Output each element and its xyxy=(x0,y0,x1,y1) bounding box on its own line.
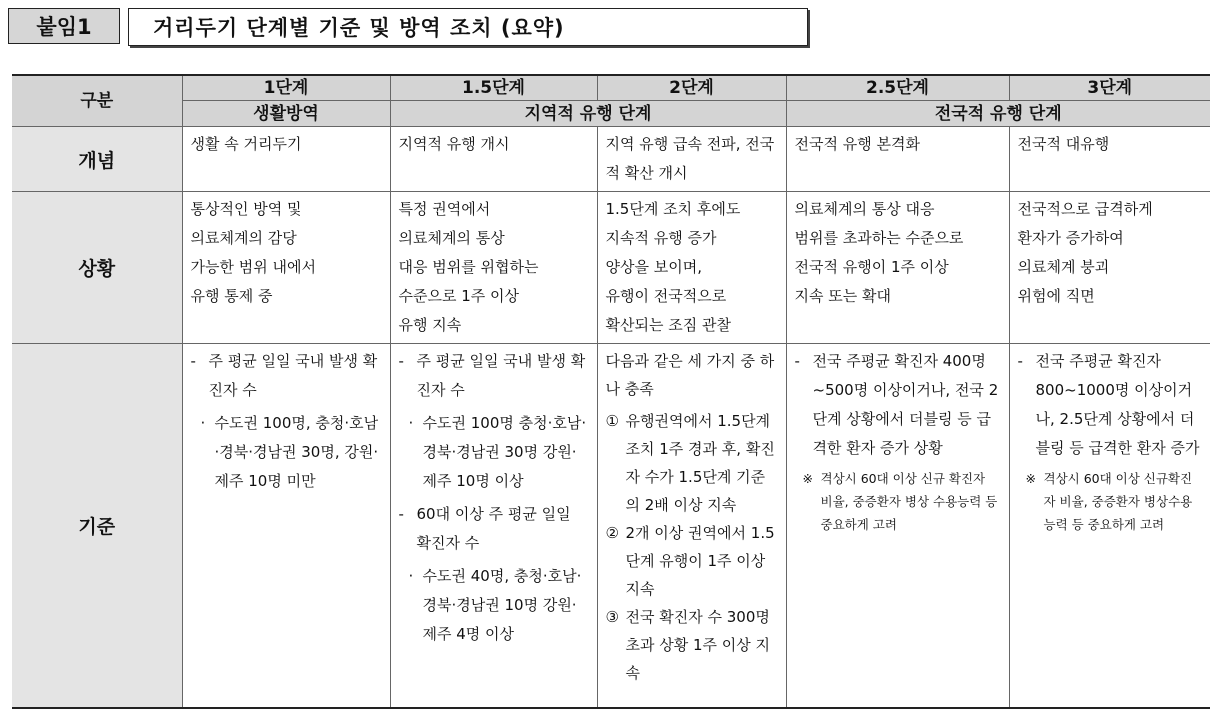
situation-line: 가능한 범위 내에서 xyxy=(190,258,316,276)
concept-level-3: 전국적 대유행 xyxy=(1009,127,1210,192)
concept-level-1-5: 지역적 유행 개시 xyxy=(390,127,597,192)
criteria-subtext: 수도권 40명, 충청·호남·경북·경남권 10명 강원·제주 4명 이상 xyxy=(422,567,582,643)
situation-line: 유행 지속 xyxy=(398,316,462,334)
criteria-note xyxy=(795,467,1001,536)
situation-line: 지속적 유행 증가 xyxy=(605,229,717,247)
dash-marker: - xyxy=(1017,352,1023,370)
criteria-condition xyxy=(606,407,778,519)
level-2-5-header: 2.5단계 xyxy=(786,75,1009,101)
dash-marker: - xyxy=(794,352,800,370)
reference-mark-icon: ※ xyxy=(802,471,813,486)
attachment-badge: 붙임1 xyxy=(8,8,120,44)
situation-line: 확산되는 조짐 관찰 xyxy=(605,316,731,334)
criteria-item xyxy=(1018,347,1203,463)
situation-line: 유행이 전국적으로 xyxy=(605,287,727,305)
situation-line: 의료체계 붕괴 xyxy=(1017,258,1110,276)
dash-marker: - xyxy=(398,505,404,523)
criteria-text: 주 평균 일일 국내 발생 확진자 수 xyxy=(208,352,378,399)
dot-marker: · xyxy=(200,414,206,432)
concept-level-2-5: 전국적 유행 본격화 xyxy=(786,127,1009,192)
level-1-header: 1단계 xyxy=(182,75,390,101)
criteria-subtext: 수도권 100명 충청·호남·경북·경남권 30명 강원·제주 10명 이상 xyxy=(422,414,587,490)
group-daily-life: 생활방역 xyxy=(182,101,390,127)
criteria-subitem xyxy=(399,409,589,496)
row-label-concept: 개념 xyxy=(12,127,182,192)
criteria-condition-text: 유행권역에서 1.5단계 조치 1주 경과 후, 확진자 수가 1.5단계 기준의 2배 이상 지속 xyxy=(625,412,775,514)
criteria-item xyxy=(191,347,382,405)
circled-one-marker: ① xyxy=(605,412,619,430)
situation-line: 특정 권역에서 xyxy=(398,200,491,218)
situation-level-2-5 xyxy=(786,192,1009,344)
criteria-level-3 xyxy=(1009,344,1210,708)
situation-level-2 xyxy=(597,192,786,344)
group-regional: 지역적 유행 단계 xyxy=(390,101,786,127)
criteria-item xyxy=(399,500,589,558)
header-category: 구분 xyxy=(12,75,182,127)
row-label-criteria: 기준 xyxy=(12,344,182,708)
situation-line: 통상적인 방역 및 xyxy=(190,200,302,218)
level-3-header: 3단계 xyxy=(1009,75,1210,101)
dash-marker: - xyxy=(190,352,196,370)
situation-line: 대응 범위를 위협하는 xyxy=(398,258,539,276)
circled-three-marker: ③ xyxy=(605,608,619,626)
situation-line: 범위를 초과하는 수준으로 xyxy=(794,229,964,247)
row-label-situation: 상황 xyxy=(12,192,182,344)
reference-mark-icon: ※ xyxy=(1025,471,1036,486)
criteria-subtext: 수도권 100명, 충청·호남·경북·경남권 30명, 강원·제주 10명 미만 xyxy=(214,414,379,490)
criteria-text: 전국 주평균 확진자 400명~500명 이상이거나, 전국 2단계 상황에서 더블링 등 급격한 환자 증가 상황 xyxy=(812,352,999,457)
criteria-text: 60대 이상 주 평균 일일 확진자 수 xyxy=(416,505,571,552)
criteria-condition xyxy=(606,603,778,687)
dot-marker: · xyxy=(408,567,414,585)
criteria-condition xyxy=(606,519,778,603)
dot-marker: · xyxy=(408,414,414,432)
dash-marker: - xyxy=(398,352,404,370)
level-1-5-header: 1.5단계 xyxy=(390,75,597,101)
situation-level-3 xyxy=(1009,192,1210,344)
situation-line: 위험에 직면 xyxy=(1017,287,1095,305)
criteria-level-1 xyxy=(182,344,390,708)
criteria-level-2-5 xyxy=(786,344,1009,708)
situation-level-1-5 xyxy=(390,192,597,344)
criteria-condition-text: 2개 이상 권역에서 1.5단계 유행이 1주 이상 지속 xyxy=(625,524,775,598)
criteria-note-text: 격상시 60대 이상 신규 확진자 비율, 중증환자 병상 수용능력 등 중요하게 고려 xyxy=(820,471,998,532)
level-2-header: 2단계 xyxy=(597,75,786,101)
circled-two-marker: ② xyxy=(605,524,619,542)
situation-line: 유행 통제 중 xyxy=(190,287,273,305)
situation-line: 의료체계의 통상 대응 xyxy=(794,200,935,218)
situation-line: 전국적으로 급격하게 xyxy=(1017,200,1153,218)
situation-line: 지속 또는 확대 xyxy=(794,287,891,305)
page-title: 거리두기 단계별 기준 및 방역 조치 (요약) xyxy=(128,8,808,46)
criteria-text: 주 평균 일일 국내 발생 확진자 수 xyxy=(416,352,586,399)
criteria-item xyxy=(399,347,589,405)
criteria-subitem xyxy=(191,409,382,496)
criteria-intro: 다음과 같은 세 가지 중 하나 충족 xyxy=(605,352,775,398)
situation-line: 환자가 증가하여 xyxy=(1017,229,1124,247)
situation-level-1 xyxy=(182,192,390,344)
situation-line: 1.5단계 조치 후에도 xyxy=(605,200,741,218)
criteria-note xyxy=(1018,467,1203,536)
situation-line: 양상을 보이며, xyxy=(605,258,702,276)
distancing-levels-table xyxy=(12,74,1210,709)
group-national: 전국적 유행 단계 xyxy=(786,101,1210,127)
concept-level-2: 지역 유행 급속 전파, 전국적 확산 개시 xyxy=(597,127,786,192)
criteria-level-1-5 xyxy=(390,344,597,708)
situation-line: 수준으로 1주 이상 xyxy=(398,287,520,305)
criteria-condition-text: 전국 확진자 수 300명 초과 상황 1주 이상 지속 xyxy=(625,608,771,682)
criteria-level-2 xyxy=(597,344,786,708)
concept-level-1: 생활 속 거리두기 xyxy=(182,127,390,192)
criteria-text: 전국 주평균 확진자 800~1000명 이상이거나, 2.5단계 상황에서 더블링 등 급격한 환자 증가 xyxy=(1035,352,1200,457)
criteria-item xyxy=(795,347,1001,463)
situation-line: 전국적 유행이 1주 이상 xyxy=(794,258,949,276)
situation-line: 의료체계의 감당 xyxy=(190,229,297,247)
criteria-subitem xyxy=(399,562,589,649)
situation-line: 의료체계의 통상 xyxy=(398,229,505,247)
criteria-note-text: 격상시 60대 이상 신규확진자 비율, 중증환자 병상수용능력 등 중요하게 고려 xyxy=(1043,471,1193,532)
